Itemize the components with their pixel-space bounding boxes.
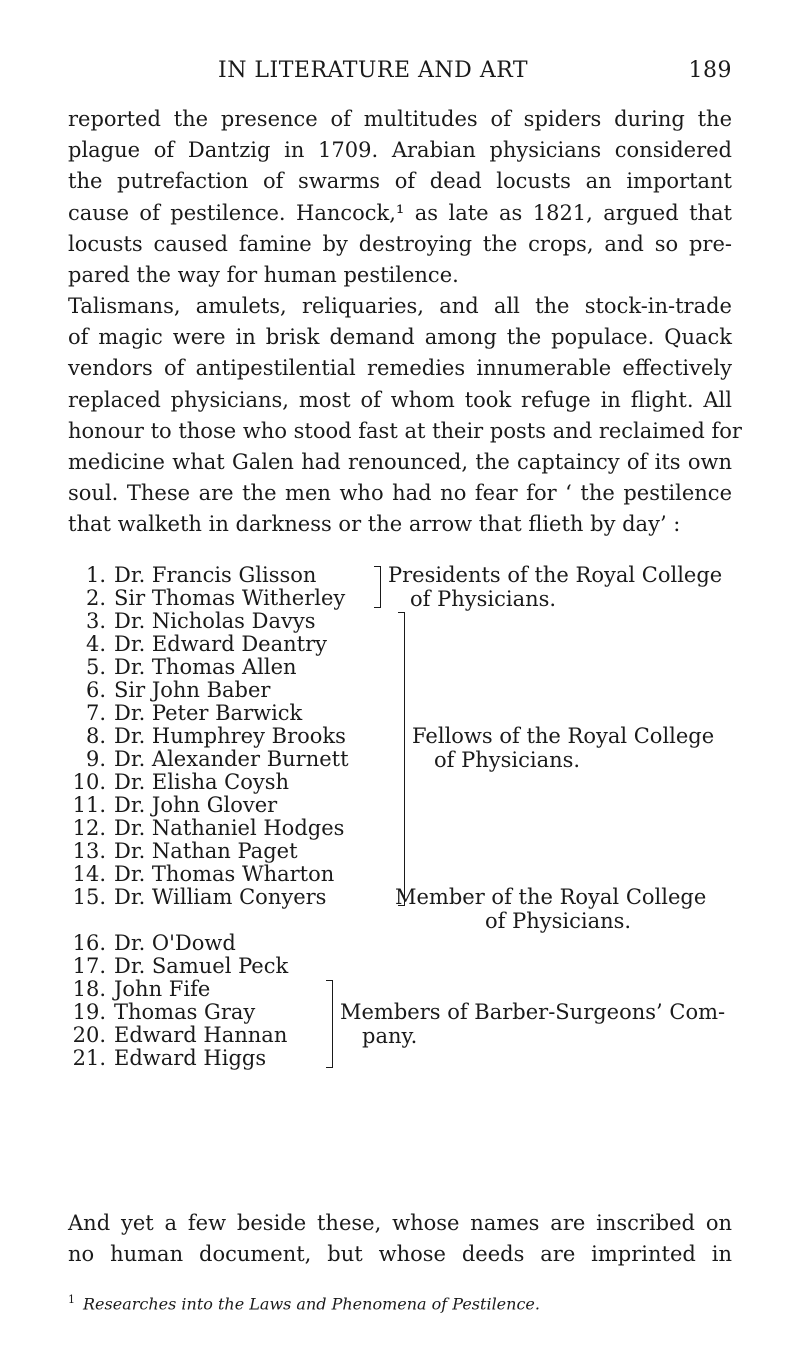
item-name: Dr. Elisha Coysh bbox=[114, 770, 290, 794]
group-label-line: Members of Barber-Surgeons’ Com- bbox=[340, 1000, 726, 1024]
item-number: 12. bbox=[72, 816, 106, 840]
brace-fellows bbox=[398, 612, 405, 906]
text-line: reported the presence of multitudes of spiders during the bbox=[68, 107, 732, 131]
item-number: 6. bbox=[85, 678, 106, 702]
paragraph-closing bbox=[68, 1208, 732, 1270]
group-label-line: Fellows of the Royal College bbox=[412, 724, 715, 748]
list-item bbox=[68, 724, 346, 748]
list-item bbox=[68, 678, 271, 702]
list-item bbox=[68, 862, 335, 886]
item-name: Edward Higgs bbox=[114, 1046, 267, 1070]
text-line: vendors of antipestilential remedies innumerable effectively bbox=[68, 356, 732, 381]
item-name: Dr. Peter Barwick bbox=[114, 701, 303, 725]
running-header bbox=[68, 52, 732, 88]
item-number: 10. bbox=[72, 770, 106, 794]
item-number: 7. bbox=[85, 701, 106, 725]
group-label-line: Presidents of the Royal College bbox=[388, 563, 723, 587]
item-name: Dr. Samuel Peck bbox=[114, 954, 289, 978]
item-name: Dr. Edward Deantry bbox=[114, 632, 327, 656]
footnote bbox=[68, 1293, 732, 1313]
group-label-presidents bbox=[388, 563, 722, 611]
item-number: 16. bbox=[72, 931, 106, 955]
list-item bbox=[68, 1023, 288, 1047]
text-line: replaced physicians, most of whom took refuge in flight. All bbox=[68, 387, 732, 412]
text-line: soul. These are the men who had no fear for ‘ the pestilence bbox=[68, 481, 732, 506]
group-label-line: of Physicians. bbox=[410, 587, 557, 611]
list-item bbox=[68, 655, 297, 679]
item-number: 11. bbox=[72, 793, 106, 817]
text-line: And yet a few beside these, whose names are inscribed on bbox=[68, 1211, 732, 1235]
list-item bbox=[68, 563, 317, 587]
list-item bbox=[68, 977, 211, 1001]
item-number: 9. bbox=[85, 747, 106, 771]
footnote-mark: 1 bbox=[68, 1293, 75, 1306]
item-name: Thomas Gray bbox=[114, 1000, 256, 1024]
text-line: honour to those who stood fast at their posts and reclaimed for bbox=[68, 418, 742, 443]
group-label-barber-surgeons bbox=[340, 1000, 725, 1048]
list-item bbox=[68, 586, 346, 610]
group-label-fellows bbox=[412, 724, 714, 772]
text-line: of magic were in brisk demand among the populace. Quack bbox=[68, 325, 732, 350]
item-name: Sir John Baber bbox=[114, 678, 271, 702]
page-number: 189 bbox=[688, 58, 732, 83]
list-item bbox=[68, 885, 327, 909]
item-number: 3. bbox=[85, 609, 106, 633]
group-label-line: Member of the Royal College bbox=[395, 885, 707, 909]
list-item bbox=[68, 609, 316, 633]
text-line: Talismans, amulets, reliquaries, and all the stock-in-trade bbox=[68, 294, 732, 318]
running-title: IN LITERATURE AND ART bbox=[218, 58, 529, 83]
text-line: pared the way for human pestilence. bbox=[68, 262, 459, 287]
item-number: 18. bbox=[72, 977, 106, 1001]
group-label-member bbox=[395, 885, 706, 933]
item-name: Edward Hannan bbox=[114, 1023, 288, 1047]
list-item bbox=[68, 632, 327, 656]
item-number: 21. bbox=[72, 1046, 106, 1070]
item-number: 14. bbox=[72, 862, 106, 886]
item-number: 20. bbox=[72, 1023, 106, 1047]
list-item bbox=[68, 954, 289, 978]
item-number: 13. bbox=[72, 839, 106, 863]
item-name: Dr. O'Dowd bbox=[114, 931, 236, 955]
item-name: Dr. Thomas Allen bbox=[114, 655, 297, 679]
list-item bbox=[68, 1000, 256, 1024]
brace-barber-surgeons bbox=[326, 980, 333, 1068]
paragraph-plague bbox=[68, 104, 732, 291]
brace-presidents bbox=[374, 566, 381, 608]
item-name: Dr. Alexander Burnett bbox=[114, 747, 349, 771]
item-number: 17. bbox=[72, 954, 106, 978]
item-name: Dr. John Glover bbox=[114, 793, 278, 817]
text-line: locusts caused famine by destroying the crops, and so pre- bbox=[68, 231, 732, 256]
list-item bbox=[68, 793, 278, 817]
item-number: 1. bbox=[85, 563, 106, 587]
item-name: Sir Thomas Witherley bbox=[114, 586, 346, 610]
text-line: plague of Dantzig in 1709. Arabian physicians considered bbox=[68, 138, 732, 163]
item-number: 2. bbox=[85, 586, 106, 610]
list-item bbox=[68, 701, 303, 725]
item-name: Dr. Humphrey Brooks bbox=[114, 724, 346, 748]
item-name: Dr. Thomas Wharton bbox=[114, 862, 335, 886]
list-item bbox=[68, 747, 349, 771]
item-name: Dr. Nicholas Davys bbox=[114, 609, 316, 633]
list-item bbox=[68, 770, 290, 794]
group-label-line: of Physicians. bbox=[434, 748, 581, 772]
paragraph-talismans bbox=[68, 291, 742, 541]
group-label-line: pany. bbox=[362, 1024, 418, 1048]
text-line: that walketh in darkness or the arrow that flieth by day’ : bbox=[68, 512, 681, 537]
item-name: Dr. Francis Glisson bbox=[114, 563, 317, 587]
list-item bbox=[68, 816, 345, 840]
item-name: John Fife bbox=[114, 977, 211, 1001]
list-item bbox=[68, 931, 236, 955]
text-line: no human document, but whose deeds are imprinted in bbox=[68, 1242, 732, 1267]
item-name: Dr. Nathaniel Hodges bbox=[114, 816, 345, 840]
item-number: 8. bbox=[85, 724, 106, 748]
group-label-line: of Physicians. bbox=[485, 909, 632, 933]
footnote-text: Researches into the Laws and Phenomena of Pestilence. bbox=[83, 1294, 540, 1314]
item-number: 4. bbox=[85, 632, 106, 656]
list-item bbox=[68, 839, 298, 863]
text-line: cause of pestilence. Hancock,¹ as late as 1821, argued that bbox=[68, 200, 732, 225]
item-name: Dr. William Conyers bbox=[114, 885, 327, 909]
item-number: 5. bbox=[85, 655, 106, 679]
text-line: the putrefaction of swarms of dead locusts an important bbox=[68, 169, 732, 194]
item-name: Dr. Nathan Paget bbox=[114, 839, 298, 863]
item-number: 19. bbox=[72, 1000, 106, 1024]
item-number: 15. bbox=[72, 885, 106, 909]
text-line: medicine what Galen had renounced, the captaincy of its own bbox=[68, 449, 732, 474]
list-item bbox=[68, 1046, 267, 1070]
